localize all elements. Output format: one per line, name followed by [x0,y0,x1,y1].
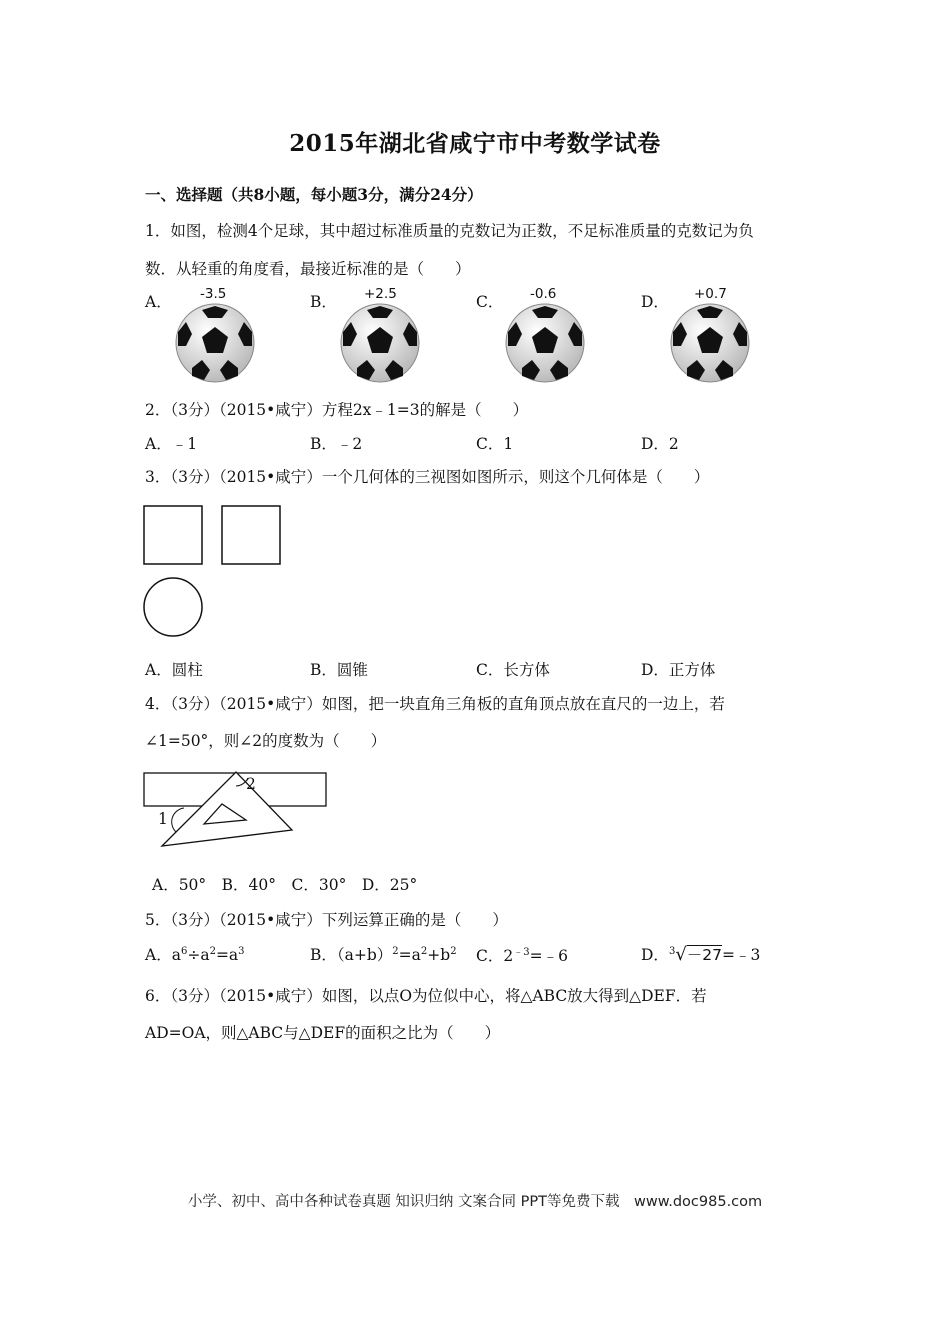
page-title: 2015年湖北省咸宁市中考数学试卷 [289,130,661,157]
q1-option-d-letter: D． [641,293,669,311]
footer-text: 小学、初中、高中各种试卷真题 知识归纳 文案合同 PPT等免费下载 www.doc985.com [187,1194,763,1210]
section-heading: 一、选择题（共8小题，每小题3分，满分24分） [145,185,483,204]
q5-option-d: D．$^3$√－27=﹣3 [641,944,761,965]
soccer-ball-d-icon [667,302,753,384]
q2-option-d: D．2 [641,435,679,453]
three-view-diagram [140,500,290,642]
soccer-ball-b-icon [337,302,423,384]
q1-line2: 数．从轻重的角度看，最接近标准的是（ ） [145,260,471,278]
side-view-square [222,506,280,564]
q4-angle2-label: 2 [246,775,256,793]
q1-option-a-letter: A． [145,293,172,311]
q5-option-b: B．$(a+b)^2=a^2+b^2$ [310,945,457,964]
q6-line1: 6．（3分）（2015•咸宁）如图，以点O为位似中心，将△ABC放大得到△DEF．若 [145,987,707,1005]
q5-option-a: A．$a^6\div a^2=a^3$ [145,945,245,964]
q1-ball-b-value: +2.5 [364,286,397,302]
q5-text: 5．（3分）（2015•咸宁）下列运算正确的是（ ） [145,911,508,929]
top-view-circle [144,578,202,636]
q1-ball-a-value: -3.5 [200,286,227,302]
q2-option-b: B．﹣2 [310,435,363,453]
q3-option-b: B．圆锥 [310,661,368,679]
q4-line2: ∠1=50°，则∠2的度数为（ ） [145,732,387,750]
q2-option-c: C．1 [476,435,514,453]
q2-text: 2．（3分）（2015•咸宁）方程2x﹣1=3的解是（ ） [145,401,529,419]
q1-ball-c-value: -0.6 [530,286,557,302]
q4-line1: 4．（3分）（2015•咸宁）如图，把一块直角三角板的直角顶点放在直尺的一边上，若 [145,695,725,713]
q4-options: A．50° B．40° C．30° D．25° [152,876,418,894]
q2-option-a: A．﹣1 [145,435,198,453]
q1-ball-d-value: +0.7 [694,286,727,302]
soccer-ball-c-icon [502,302,588,384]
q6-line2: AD=OA，则△ABC与△DEF的面积之比为（ ） [145,1024,501,1042]
front-view-square [144,506,202,564]
q1-option-c-letter: C． [476,293,504,311]
q1-option-b-letter: B． [310,293,337,311]
q4-angle1-label: 1 [158,810,168,828]
q3-text: 3．（3分）（2015•咸宁）一个几何体的三视图如图所示，则这个几何体是（ ） [145,468,710,486]
q5-option-c: C．$2^{﹣3}=﹣6$ [476,947,568,966]
ruler-triangle-diagram [140,768,335,852]
q3-option-a: A．圆柱 [145,661,203,679]
q3-option-d: D．正方体 [641,661,716,679]
q1-line1: 1．如图，检测4个足球，其中超过标准质量的克数记为正数，不足标准质量的克数记为负 [145,222,754,240]
q3-option-c: C．长方体 [476,661,550,679]
soccer-ball-a-icon [172,302,258,384]
